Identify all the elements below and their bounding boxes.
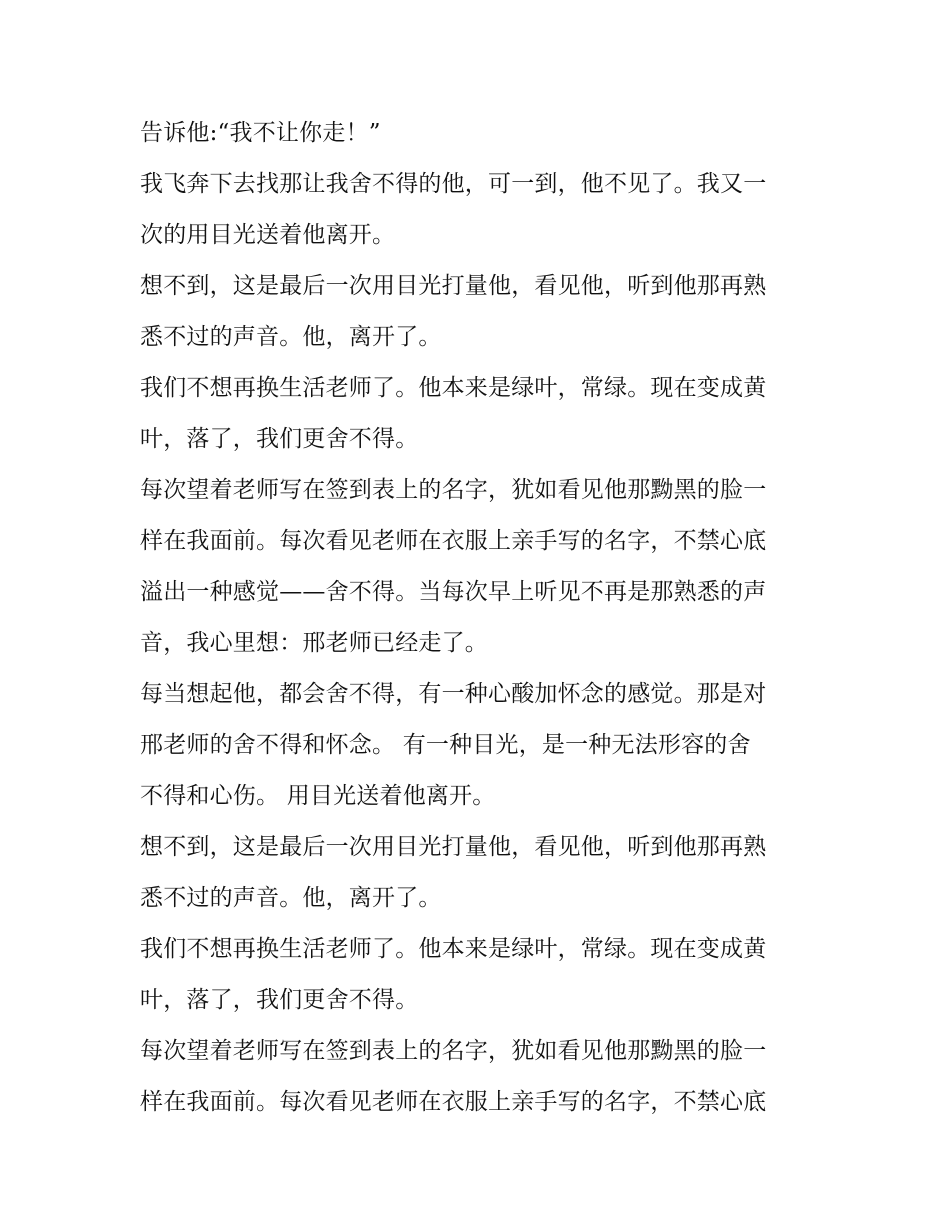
text-line: 悉不过的声音。他，离开了。: [140, 885, 442, 911]
text-line: 想不到，这是最后一次用目光打量他，看见他，听到他那再熟: [140, 834, 767, 860]
text-line: 样在我面前。每次看见老师在衣服上亲手写的名字，不禁心底: [140, 1089, 767, 1115]
text-line: 我飞奔下去找那让我舍不得的他，可一到，他不见了。我又一: [140, 171, 767, 197]
text-line: 我们不想再换生活老师了。他本来是绿叶，常绿。现在变成黄: [140, 936, 767, 962]
body-text: [140, 108, 812, 1128]
text-line: 每当想起他，都会舍不得，有一种心酸加怀念的感觉。那是对: [140, 681, 767, 707]
text-line: 音，我心里想：邢老师已经走了。: [140, 630, 488, 656]
text-line: 样在我面前。每次看见老师在衣服上亲手写的名字，不禁心底: [140, 528, 767, 554]
text-line: 次的用目光送着他离开。: [140, 222, 396, 248]
text-line: 想不到，这是最后一次用目光打量他，看见他，听到他那再熟: [140, 273, 767, 299]
text-line: 溢出一种感觉——舍不得。当每次早上听见不再是那熟悉的声: [140, 579, 767, 605]
text-line: 不得和心伤。 用目光送着他离开。: [140, 783, 496, 809]
text-line: 悉不过的声音。他，离开了。: [140, 324, 442, 350]
text-line: 叶，落了，我们更舍不得。: [140, 987, 419, 1013]
text-line: 告诉他:“我不让你走！”: [140, 120, 381, 146]
text-line: 每次望着老师写在签到表上的名字，犹如看见他那黝黑的脸一: [140, 477, 767, 503]
text-line: 每次望着老师写在签到表上的名字，犹如看见他那黝黑的脸一: [140, 1038, 767, 1064]
text-line: 我们不想再换生活老师了。他本来是绿叶，常绿。现在变成黄: [140, 375, 767, 401]
text-line: 邢老师的舍不得和怀念。 有一种目光，是一种无法形容的舍: [140, 732, 751, 758]
text-line: 叶，落了，我们更舍不得。: [140, 426, 419, 452]
